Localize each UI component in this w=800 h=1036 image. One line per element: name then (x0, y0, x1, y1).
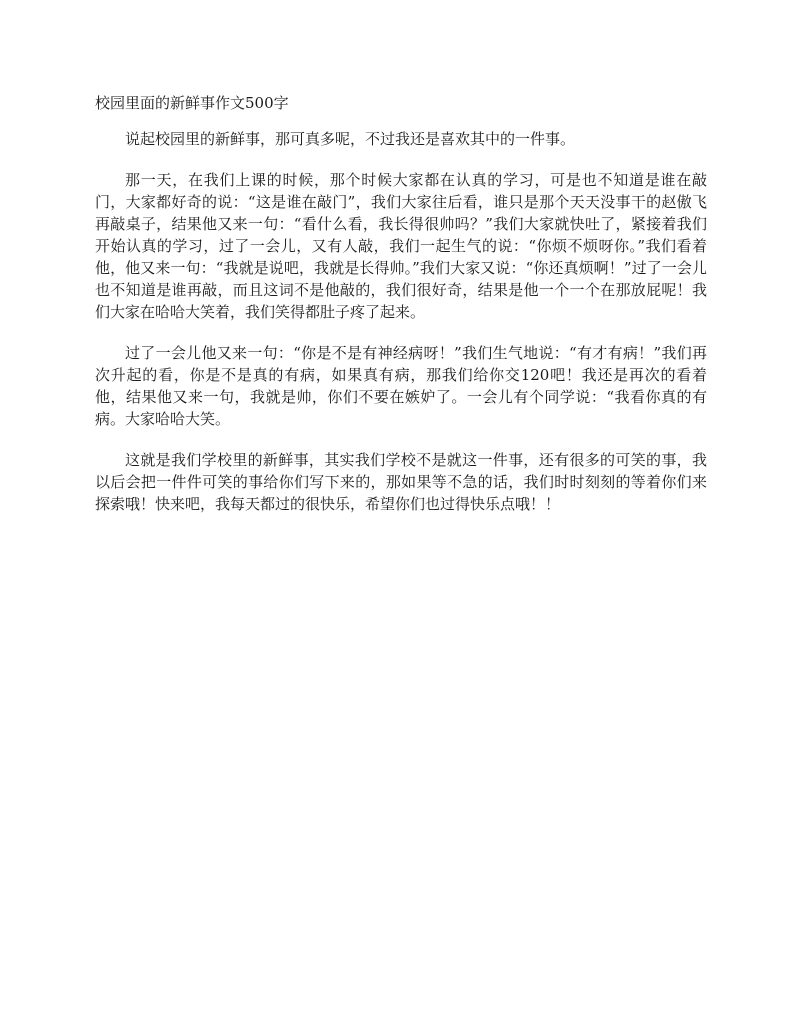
paragraph-1: 说起校园里的新鲜事，那可真多呢，不过我还是喜欢其中的一件事。 (125, 130, 576, 148)
paragraph-3: 过了一会儿他又来一句：“你是不是有神经病呀！”我们生气地说：“有才有病！”我们再次升起的看，你是不是真的有病，如果真有病，那我们给你交120吧！我还是再次的看着他，结果他又来一句，我就是帅，你们不要在嫉妒了。一会儿有个同学说：“我看你真的有病。大家哈哈大笑。 (95, 344, 707, 428)
paragraph-4: 这就是我们学校里的新鲜事，其实我们学校不是就这一件事，还有很多的可笑的事，我以后会把一件件可笑的事给你们写下来的，那如果等不急的话，我们时时刻刻的等着你们来探索哦！快来吧，我每天都过的很快乐，希望你们也过得快乐点哦！！ (95, 451, 707, 513)
document-title: 校园里面的新鲜事作文500字 (95, 94, 289, 112)
paragraph-2: 那一天，在我们上课的时候，那个时候大家都在认真的学习，可是也不知道是谁在敲门，大家都好奇的说：“这是谁在敲门”，我们大家往后看，谁只是那个天天没事干的赵傲飞再敲桌子，结果他又来一句：“看什么看，我长得很帅吗？”我们大家就快吐了，紧接着我们开始认真的学习，过了一会儿，又有人敲，我们一起生气的说：“你烦不烦呀你。”我们看着他，他又来一句：“我就是说吧，我就是长得帅。”我们大家又说：“你还真烦啊！”过了一会儿也不知道是谁再敲，而且这词不是他敲的，我们很好奇，结果是他一个一个在那放屁呢！我们大家在哈哈大笑着，我们笑得都肚子疼了起来。 (95, 171, 707, 321)
document-page (95, 92, 707, 534)
